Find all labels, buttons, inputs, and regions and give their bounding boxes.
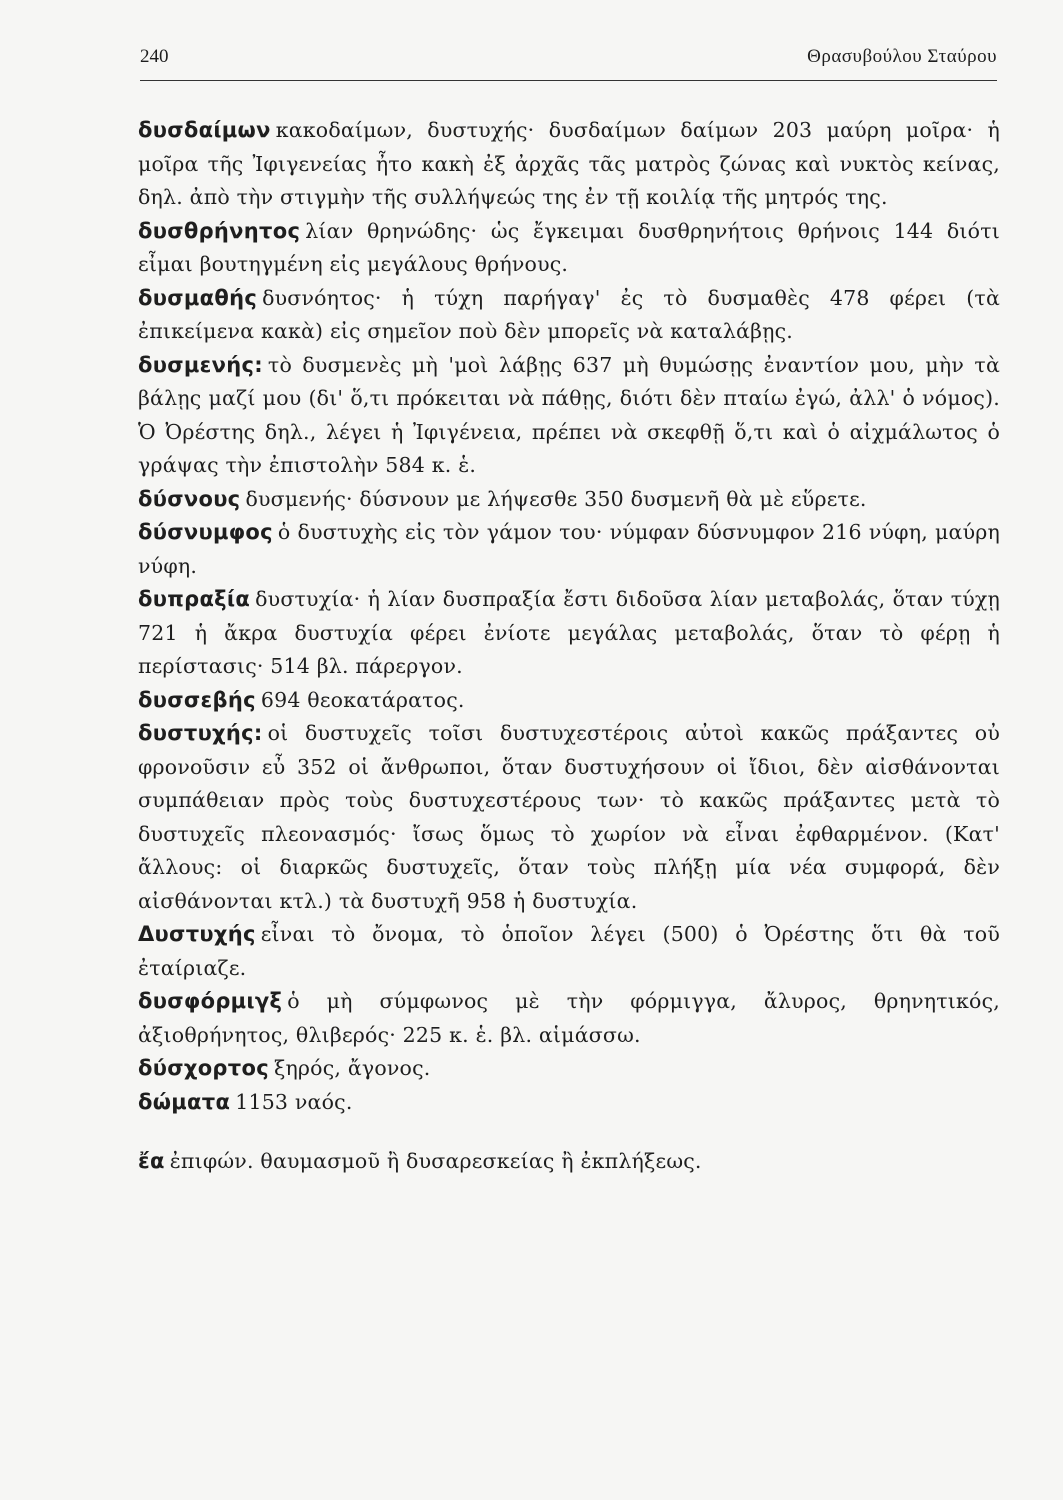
entry-text: δυστυχία· ἡ λίαν δυσπραξία ἔστι διδοῦσα λίαν μεταβολάς, ὅταν τύχῃ 721 ἡ ἄκρα δυστυχία φέρει ἐνίοτε μεγάλας μεταβολάς, ὅταν τὸ φέρῃ ἡ περίστασις· 514 βλ. πάρεργον. <box>138 587 1000 678</box>
running-title: Θρασυβούλου Σταύρου <box>807 46 997 67</box>
entry-text: ὁ δυστυχὴς εἰς τὸν γάμον του· νύμφαν δύσνυμφον 216 νύφη, μαύρη νύφη. <box>138 520 1000 578</box>
glossary-entry <box>138 349 1000 483</box>
entry-lemma: δύσχορτος <box>138 1056 269 1080</box>
glossary-entry <box>138 684 1000 718</box>
entry-text: τὸ δυσμενὲς μὴ 'μοὶ λάβῃς 637 μὴ θυμώσῃς ἐναντίον μου, μὴν τὰ βάλῃς μαζί μου (δι' ὅ,τι πρόκειται νὰ πάθῃς, διότι δὲν πταίω ἐγώ, ἀλλ' ὁ νόμος). Ὁ Ὀρέστης δηλ., λέγει ἡ Ἰφιγένεια, πρέπει νὰ σκεφθῇ ὅ,τι καὶ ὁ αἰχμάλωτος ὁ γράψας τὴν ἐπιστολὴν 584 κ. ἑ. <box>138 352 1000 477</box>
entry-text: εἶναι τὸ ὄνομα, τὸ ὁποῖον λέγει (500) ὁ Ὀρέστης ὅτι θὰ τοῦ ἐταίριαζε. <box>138 922 1000 980</box>
entry-lemma: δυσμαθής <box>138 285 258 310</box>
glossary-entry <box>138 985 1000 1052</box>
entry-text: 694 θεοκατάρατος. <box>260 687 465 712</box>
entry-text: δυσμενής· δύσνουν με λήψεσθε 350 δυσμενῆ θὰ μὲ εὕρετε. <box>245 486 867 511</box>
glossary-entry <box>138 516 1000 583</box>
entry-text: ξηρός, ἄγονος. <box>273 1056 431 1080</box>
entry-text: κακοδαίμων, δυστυχής· δυσδαίμων δαίμων 203 μαύρη μοῖρα· ἡ μοῖρα τῆς Ἰφιγενείας ἦτο κακὴ ἐξ ἀρχᾶς τᾶς ματρὸς ζώνας καὶ νυκτὸς κείνας, δηλ. ἀπὸ τὴν στιγμὴν τῆς συλλήψεώς της ἐν τῇ κοιλίᾳ τῆς μητρός της. <box>138 118 1000 209</box>
glossary-entries <box>138 114 1000 1179</box>
glossary-entry <box>138 918 1000 985</box>
glossary-entry <box>138 583 1000 684</box>
entry-lemma: δύσνυμφος <box>138 520 273 544</box>
entry-text: οἱ δυστυχεῖς τοῖσι δυστυχεστέροις αὐτοὶ κακῶς πράξαντες οὐ φρονοῦσιν εὖ 352 οἱ ἄνθρωποι, ὅταν δυστυχήσουν οἱ ἴδιοι, δὲν αἰσθάνονται συμπάθειαν πρὸς τοὺς δυστυχεστέρους των· τὸ κακῶς πράξαντες μετὰ τὸ δυστυχεῖς πλεονασμός· ἴσως ὅμως τὸ χωρίον νὰ εἶναι ἐφθαρμένον. (Κατ' ἄλλους: οἱ διαρκῶς δυστυχεῖς, ὅταν τοὺς πλήξῃ μία νέα συμφορά, δὲν αἰσθάνονται κτλ.) τὰ δυστυχῆ 958 ἡ δυστυχία. <box>138 721 1000 913</box>
entry-text: ἐπιφών. θαυμασμοῦ ἢ δυσαρεσκείας ἢ ἐκπλήξεως. <box>169 1149 702 1173</box>
glossary-entry <box>138 1052 1000 1086</box>
glossary-entry <box>138 483 1000 517</box>
entry-text: ὁ μὴ σύμφωνος μὲ τὴν φόρμιγγα, ἄλυρος, θρηνητικός, ἀξιοθρήνητος, θλιβερός· 225 κ. ἑ. βλ. αἱμάσσω. <box>138 989 1000 1047</box>
glossary-entry <box>138 215 1000 282</box>
entry-lemma: δυπραξία <box>138 587 251 611</box>
entry-lemma: δυστυχής: <box>138 721 263 745</box>
glossary-entry <box>138 114 1000 215</box>
entry-text: δυσνόητος· ἡ τύχη παρήγαγ' ἐς τὸ δυσμαθὲς 478 φέρει (τὰ ἐπικείμενα κακὰ) εἰς σημεῖον ποὺ δὲν μπορεῖς νὰ καταλάβῃς. <box>138 285 1000 343</box>
entry-lemma: δυσφόρμιγξ <box>138 989 283 1013</box>
header-rule <box>140 80 997 81</box>
entry-lemma: Δυστυχής <box>138 922 256 946</box>
entry-lemma: δυσθρήνητος <box>138 218 301 243</box>
entry-lemma: ἔα <box>138 1149 165 1173</box>
entry-lemma: δύσνους <box>138 486 241 511</box>
page-number: 240 <box>140 46 169 67</box>
entry-lemma: δυσσεβής <box>138 687 256 712</box>
entry-text: λίαν θρηνώδης· ὡς ἔγκειμαι δυσθρηνήτοις θρήνοις 144 διότι εἶμαι βουτηγμένη εἰς μεγάλους θρήνους. <box>138 218 1000 276</box>
glossary-entry <box>138 1145 1000 1179</box>
entry-text: 1153 ναός. <box>235 1089 353 1114</box>
glossary-entry <box>138 717 1000 918</box>
entry-lemma: δυσδαίμων <box>138 118 271 142</box>
glossary-entry <box>138 1086 1000 1120</box>
page-header <box>140 40 997 74</box>
entry-lemma: δώματα <box>138 1089 231 1114</box>
entry-lemma: δυσμενής: <box>138 352 263 377</box>
glossary-entry <box>138 282 1000 349</box>
